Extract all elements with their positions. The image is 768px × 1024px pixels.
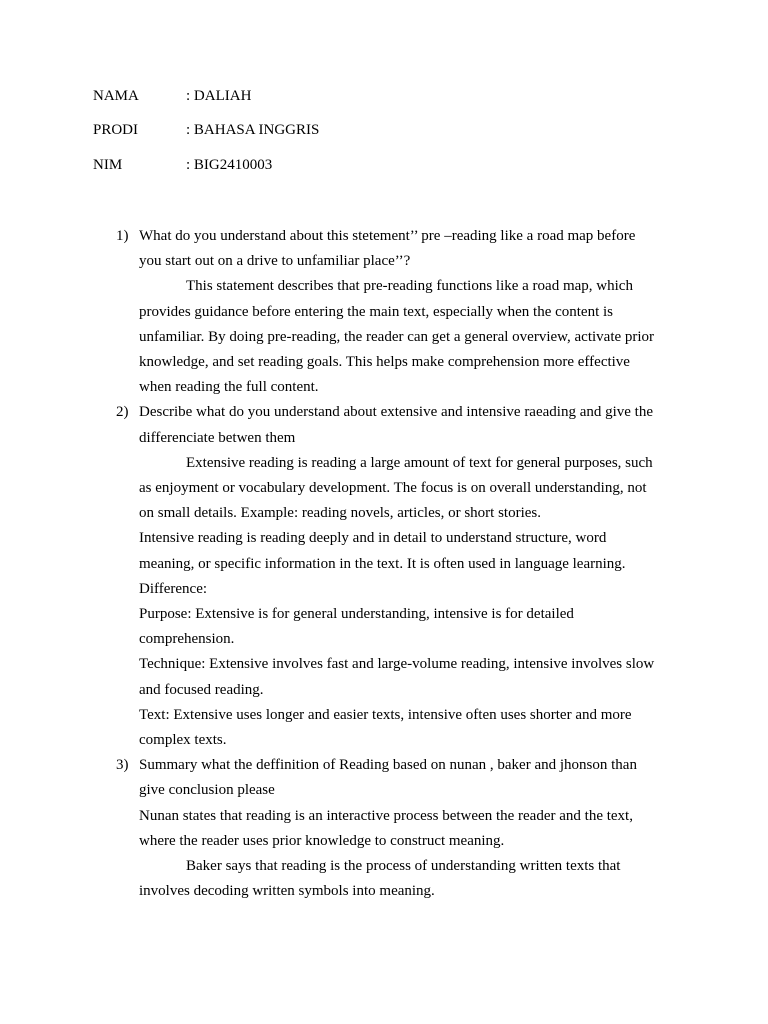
answer-text-line: unfamiliar. By doing pre-reading, the reader can get a general overview, activate prior bbox=[139, 328, 655, 345]
question-item-3 bbox=[116, 753, 676, 904]
question-text-line: differenciate betwen them bbox=[139, 429, 296, 446]
answer-text-line: and focused reading. bbox=[139, 681, 264, 698]
answer-text-line: Intensive reading is reading deeply and in detail to understand structure, word bbox=[139, 530, 607, 547]
question-text-line: Summary what the deffinition of Reading based on nunan , baker and jhonson than bbox=[139, 757, 637, 774]
answer-text-line: Extensive reading is reading a large amount of text for general purposes, such bbox=[186, 454, 653, 471]
answer-text-line: This statement describes that pre-reading functions like a road map, which bbox=[186, 278, 633, 295]
identity-label: PRODI bbox=[93, 122, 139, 138]
answer-text-line: provides guidance before entering the main text, especially when the content is bbox=[139, 303, 614, 320]
identity-value: : BAHASA INGGRIS bbox=[186, 122, 320, 138]
answer-text-line: as enjoyment or vocabulary development. The focus is on overall understanding, not bbox=[139, 480, 647, 497]
answer-text-line: meaning, or specific information in the text. It is often used in language learning. bbox=[139, 555, 626, 572]
question-text-line: you start out on a drive to unfamiliar place’’? bbox=[139, 253, 411, 270]
answer-text-line: Nunan states that reading is an interactive process between the reader and the text, bbox=[139, 807, 633, 824]
question-number: 2) bbox=[116, 404, 129, 421]
question-number: 1) bbox=[116, 228, 129, 244]
answer-text-line: when reading the full content. bbox=[139, 379, 319, 396]
identity-label: NAMA bbox=[93, 88, 139, 104]
answer-text-line: on small details. Example: reading novels, articles, or short stories. bbox=[139, 505, 541, 522]
answer-text-line: involves decoding written symbols into meaning. bbox=[139, 883, 435, 900]
question-list bbox=[116, 224, 676, 904]
answer-text-line: Baker says that reading is the process of understanding written texts that bbox=[186, 858, 621, 875]
identity-value: : BIG2410003 bbox=[186, 157, 273, 173]
question-item-1 bbox=[116, 224, 676, 400]
answer-text-line: complex texts. bbox=[139, 732, 227, 749]
identity-value: : DALIAH bbox=[186, 88, 252, 104]
answer-text-line: where the reader uses prior knowledge to construct meaning. bbox=[139, 832, 505, 849]
question-item-2 bbox=[116, 400, 676, 753]
answer-text-line: knowledge, and set reading goals. This helps make comprehension more effective bbox=[139, 354, 630, 371]
question-number: 3) bbox=[116, 757, 129, 774]
question-text-line: give conclusion please bbox=[139, 782, 275, 799]
answer-text-line: comprehension. bbox=[139, 631, 235, 648]
identity-label: NIM bbox=[93, 157, 123, 173]
answer-text-line: Purpose: Extensive is for general understanding, intensive is for detailed bbox=[139, 606, 574, 623]
answer-text-line: Text: Extensive uses longer and easier texts, intensive often uses shorter and more bbox=[139, 706, 632, 723]
question-text-line: Describe what do you understand about extensive and intensive raeading and give the bbox=[139, 404, 654, 421]
question-text-line: What do you understand about this stetement’’ pre –reading like a road map before bbox=[139, 228, 636, 244]
answer-text-line: Technique: Extensive involves fast and large-volume reading, intensive involves slow bbox=[139, 656, 655, 673]
answer-text-line: Difference: bbox=[139, 580, 208, 597]
